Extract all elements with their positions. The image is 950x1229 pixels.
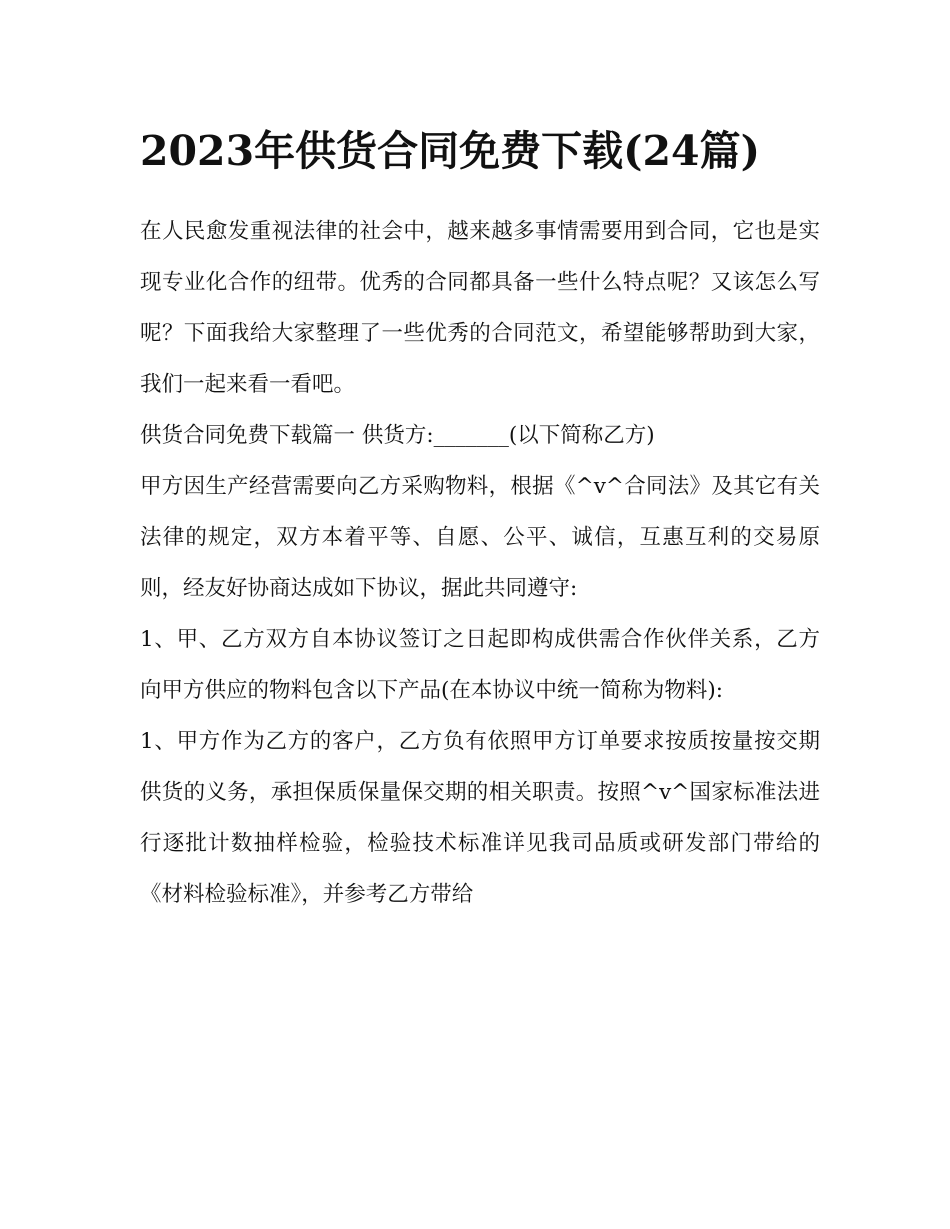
intro-paragraph: 在人民愈发重视法律的社会中，越来越多事情需要用到合同，它也是实现专业化合作的纽带。优秀的合同都具备一些什么特点呢？又该怎么写呢？下面我给大家整理了一些优秀的合同范文，希望能够帮助到大家，我们一起来看一看吧。	[140, 219, 820, 397]
section-heading-paragraph: 供货合同免费下载篇一 供货方:_______(以下简称乙方)	[140, 423, 655, 448]
clause-paragraph: 1、甲方作为乙方的客户，乙方负有依照甲方订单要求按质按量按交期供货的义务，承担保质保量保交期的相关职责。按照^v^国家标准法进行逐批计数抽样检验，检验技术标准详见我司品质或研发部门带给的《材料检验标准》，并参考乙方带给	[140, 729, 820, 907]
document-title: 2023年供货合同免费下载(24篇)	[140, 127, 760, 175]
clause-paragraph: 1、甲、乙方双方自本协议签订之日起即构成供需合作伙伴关系，乙方向甲方供应的物料包含以下产品(在本协议中统一简称为物料):	[140, 627, 820, 703]
purpose-paragraph: 甲方因生产经营需要向乙方采购物料，根据《^v^合同法》及其它有关法律的规定，双方本着平等、自愿、公平、诚信，互惠互利的交易原则，经友好协商达成如下协议，据此共同遵守:	[140, 474, 820, 601]
document-body	[140, 118, 820, 920]
